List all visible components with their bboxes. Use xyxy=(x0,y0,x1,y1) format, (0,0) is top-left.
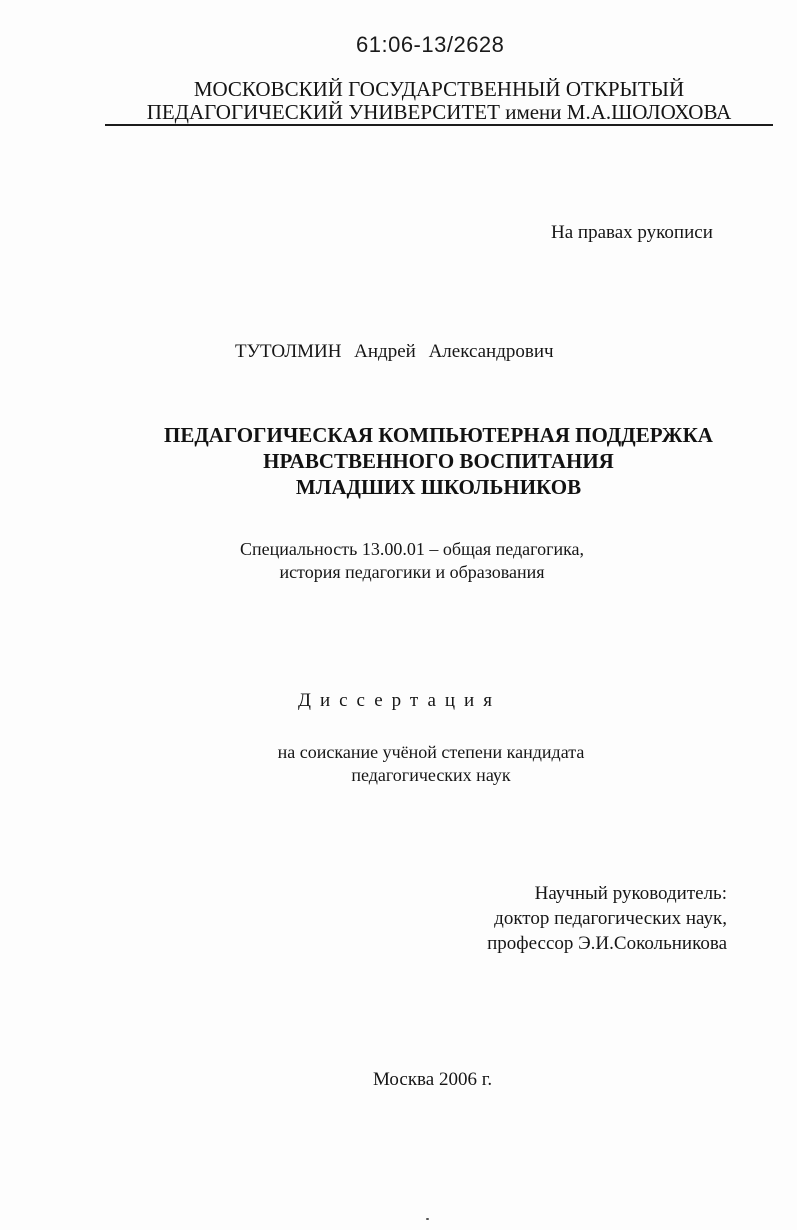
degree-line-1: на соискание учёной степени кандидата xyxy=(277,742,585,762)
thesis-title-line-2: НРАВСТВЕННОГО ВОСПИТАНИЯ xyxy=(263,449,614,473)
supervisor-degree: доктор педагогических наук, xyxy=(494,908,727,929)
supervisor-label: Научный руководитель: xyxy=(534,883,727,904)
thesis-title-line-1: ПЕДАГОГИЧЕСКАЯ КОМПЬЮТЕРНАЯ ПОДДЕРЖКА xyxy=(164,423,713,447)
header-divider xyxy=(105,124,773,126)
thesis-title-line-3: МЛАДШИХ ШКОЛЬНИКОВ xyxy=(295,475,582,499)
scan-speck xyxy=(426,1218,429,1220)
author-name: ТУТОЛМИН Андрей Александрович xyxy=(235,341,554,362)
rights-note: На правах рукописи xyxy=(551,222,713,243)
degree-line-2: педагогических наук xyxy=(351,765,511,785)
catalog-code: 61:06-13/2628 xyxy=(356,32,505,57)
place-and-year: Москва 2006 г. xyxy=(373,1069,493,1090)
specialty-line-1: Специальность 13.00.01 – общая педагогика, xyxy=(239,539,585,559)
document-type: Диссертация xyxy=(298,690,501,711)
specialty-line-2: история педагогики и образования xyxy=(279,562,545,582)
university-name-line-1: МОСКОВСКИЙ ГОСУДАРСТВЕННЫЙ ОТКРЫТЫЙ xyxy=(193,77,685,101)
supervisor-name: профессор Э.И.Сокольникова xyxy=(487,933,727,954)
university-name-line-2: ПЕДАГОГИЧЕСКИЙ УНИВЕРСИТЕТ имени М.А.ШОЛОХОВА xyxy=(146,100,732,124)
